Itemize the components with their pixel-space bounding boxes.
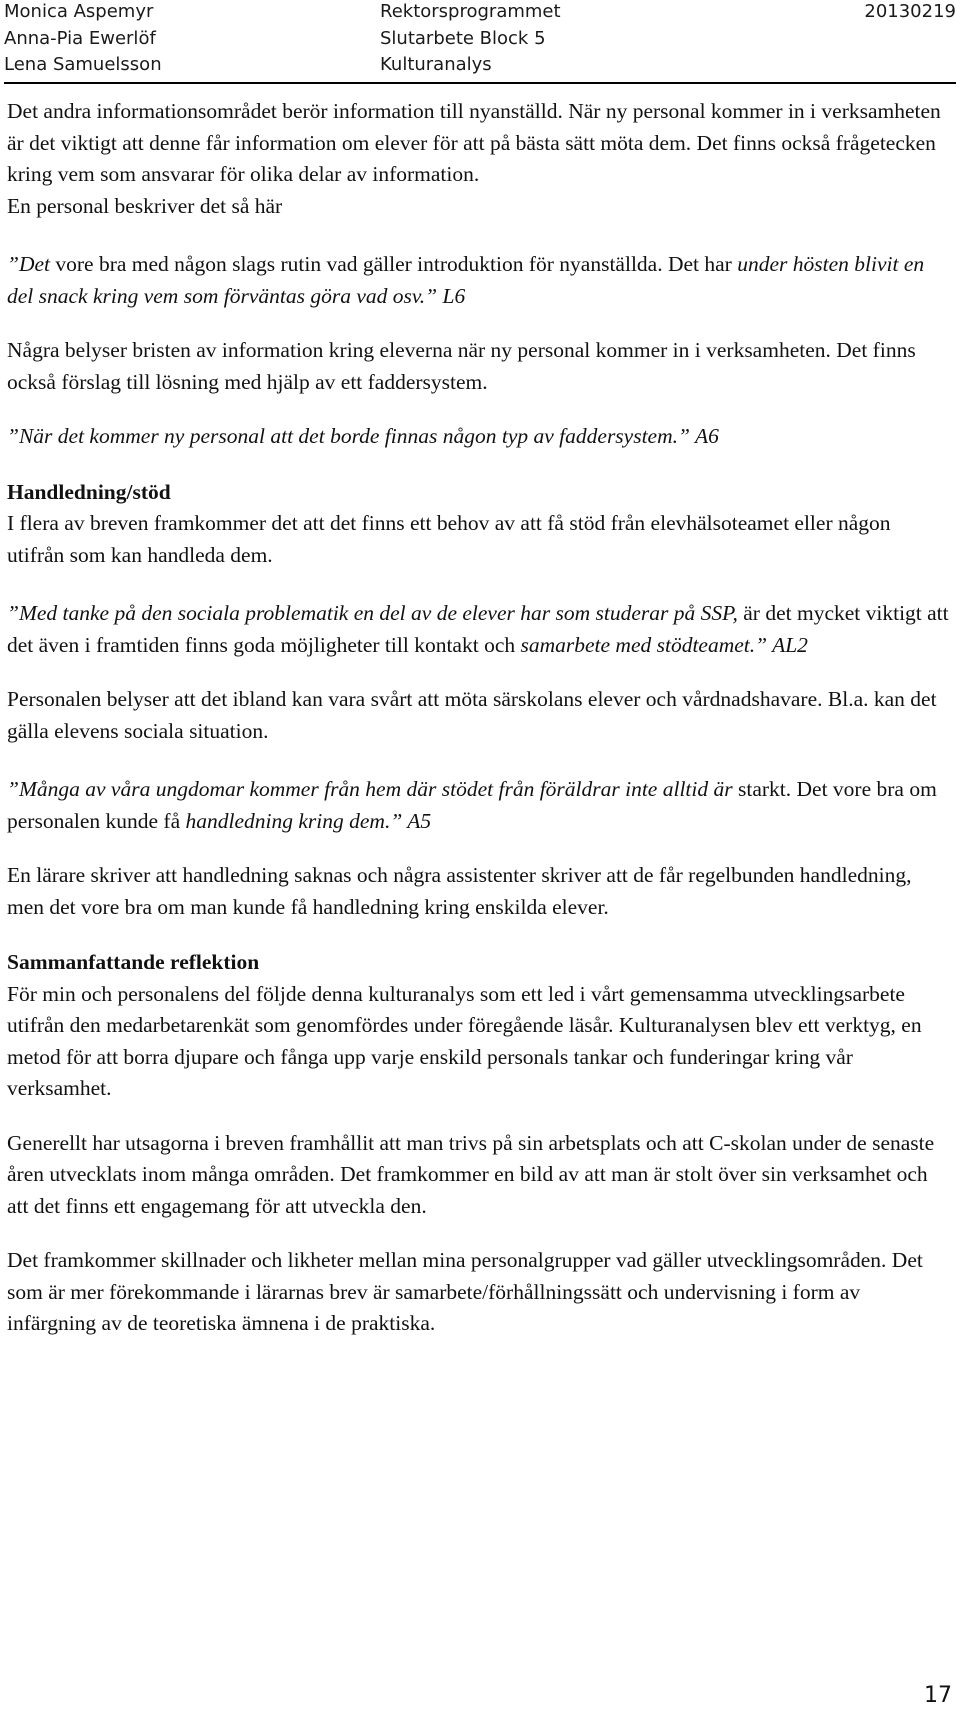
paragraph-reflection-1: För min och personalens del följde denna kulturanalys som ett led i vårt gemensamma utvecklingsarbete utifrån den medarbetarenkät som genomfördes under föregående läsår. Kulturanalysen blev ett verktyg, en metod för att borra djupare och fånga upp varje enskild personals tankar och funderingar kring vår verksamhet. <box>7 981 922 1100</box>
paragraph-staff-describes: En personal beskriver det så här <box>7 193 283 218</box>
quote-a5-open: ”Många av våra ungdomar kommer från hem där stödet från föräldrar inte alltid är <box>7 777 733 801</box>
header-author-1: Monica Aspemyr <box>4 1 154 22</box>
quote-a5-close: handledning kring dem.” A5 <box>185 808 432 833</box>
quote-al2-upright: är det mycket viktigt att det även i framtiden finns goda möjligheter till kontakt och <box>7 601 949 657</box>
quote-a5 <box>7 774 953 837</box>
paragraph-teacher-supervision: En lärare skriver att handledning saknas och några assistenter skriver att de får regelbunden handledning, men det vore bra om man kunde få handledning kring enskilda elever. <box>7 863 912 919</box>
heading-handledning: Handledning/stöd <box>7 479 171 504</box>
header-authors <box>4 0 162 79</box>
quote-l6 <box>7 249 953 312</box>
heading-sammanfattande-reflektion: Sammanfattande reflektion <box>7 950 260 974</box>
page-header <box>4 0 956 84</box>
paragraph-lack-of-information: Några belyser bristen av information kring eleverna när ny personal kommer in i verksamheten. Det finns också förslag till lösning med hjälp av ett faddersystem. <box>7 338 916 394</box>
paragraph-information-new-staff: Det andra informationsområdet berör information till nyanställd. När ny personal kommer in i verksamheten är det viktigt att denne får information om elever för att på bästa sätt möta dem. Det finns också frågetecken kring vem som ansvarar för olika delar av information. <box>7 99 941 186</box>
page-number: 17 <box>924 1683 952 1708</box>
paragraph-reflection-3: Det framkommer skillnader och likheter mellan mina personalgrupper vad gäller utvecklingsområden. Det som är mer förekommande i lärarnas brev är samarbete/förhållningssätt och undervisning i form av infärgning av de teoretiska ämnena i de praktiska. <box>7 1248 923 1335</box>
header-date-column <box>864 0 956 26</box>
quote-a6: ”När det kommer ny personal att det borde finnas någon typ av faddersystem.” A6 <box>7 424 719 448</box>
quote-al2-close: samarbete med stödteamet.” AL2 <box>520 632 808 657</box>
header-author-2: Anna-Pia Ewerlöf <box>4 27 156 49</box>
quote-al2-open: ”Med tanke på den sociala problematik en del av de elever har som studerar på SSP, <box>7 601 738 625</box>
quote-al2 <box>7 598 953 661</box>
header-program: Rektorsprogrammet <box>380 1 561 22</box>
quote-l6-upright: vore bra med någon slags rutin vad gäller introduktion för nyanställda. Det har <box>50 252 732 276</box>
paragraph-special-school: Personalen belyser att det ibland kan vara svårt att möta särskolans elever och vårdnadshavare. Bl.a. kan det gälla elevens sociala situation. <box>7 687 937 743</box>
header-block: Slutarbete Block 5 <box>380 27 546 49</box>
header-author-3: Lena Samuelsson <box>4 54 162 75</box>
header-course <box>380 0 561 79</box>
header-date: 20130219 <box>864 1 956 22</box>
header-topic: Kulturanalys <box>380 54 492 75</box>
quote-l6-open: ”Det <box>7 252 50 276</box>
paragraph-support-need: I flera av breven framkommer det att det finns ett behov av att få stöd från elevhälsoteamet eller någon utifrån som kan handleda dem. <box>7 511 891 567</box>
quote-l6-close: under hösten blivit en del snack kring vem som förväntas göra vad osv.” L6 <box>7 252 925 308</box>
paragraph-reflection-2: Generellt har utsagorna i breven framhållit att man trivs på sin arbetsplats och att C-skolan under de senaste åren utvecklats inom många områden. Det framkommer en bild av att man är stolt över sin verksamhet och att det finns ett engagemang för att utveckla den. <box>7 1130 935 1218</box>
document-body <box>7 96 953 1340</box>
quote-a5-upright: starkt. Det vore bra om personalen kunde få <box>7 777 937 833</box>
